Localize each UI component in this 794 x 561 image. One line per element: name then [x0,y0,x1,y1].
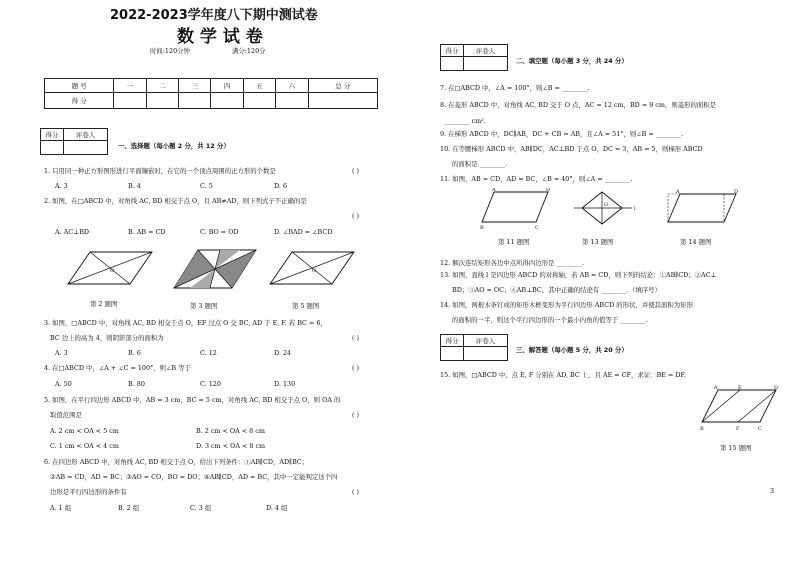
q5-option-b[interactable]: B. 2 cm < OA < 8 cm [196,427,265,435]
q6-option-d[interactable]: D. 4 组 [266,504,288,512]
svg-text:D: D [546,188,551,193]
q2-answer-paren[interactable]: ( ) [352,212,360,220]
grader-box-2 [440,44,508,71]
q3-option-c[interactable]: C. 12 [200,349,217,357]
grader-cell[interactable] [441,57,464,71]
svg-text:E: E [738,385,742,391]
figure-2-caption: 第 2 题图 [90,300,118,308]
svg-text:A: A [676,189,680,195]
grader-cell[interactable] [441,347,464,361]
score-table [44,78,378,109]
q4-option-a[interactable]: A. 50 [55,380,72,388]
svg-text:B: B [700,426,704,432]
q3-option-b[interactable]: B. 6 [128,349,141,357]
q9-stem: 9. 在梯形 ABCD 中，DC∥AB，DC + CB = AB，且∠A = 51°，则∠B = ________. [440,130,684,138]
figure-3-caption: 第 3 题图 [190,302,218,310]
q1-answer-paren[interactable]: ( ) [352,167,360,175]
q1-option-d[interactable]: D. 6 [274,182,288,190]
q3-answer-paren[interactable]: ( ) [352,334,360,342]
q5-stem-line1: 5. 如图，在平行四边形 ABCD 中，AB = 3 cm，BC = 5 cm，对角线 AC, BD 相交于点 O，则 OA 的 [44,396,341,404]
q6-option-a[interactable]: A. 1 组 [50,504,72,512]
figure-15-caption: 第 15 题图 [720,444,752,452]
q3-stem-line2: BC 边上的高为 4，则阴影部分的面积为 [50,334,164,342]
q4-option-d[interactable]: D. 130 [274,380,296,388]
figure-5-caption: 第 5 题图 [292,302,320,310]
q8-stem-line1: 8. 在菱形 ABCD 中，对角线 AC, BD 交于 O 点，AC = 12 cm，BD = 9 cm，则菱形的面积是 [440,101,717,109]
section-2-heading: 二、填空题（每小题 3 分，共 24 分） [516,57,628,65]
grader-box-3 [440,334,508,361]
q4-option-b[interactable]: B. 80 [128,380,145,388]
q5-option-d[interactable]: D. 3 cm < OA < 8 cm [196,442,266,450]
grader-score-label: 得分 [441,45,464,57]
figure-14-caption: 第 14 题图 [680,238,712,246]
figure-11-caption: 第 11 题图 [498,238,530,246]
q1-option-b[interactable]: B. 4 [128,182,141,190]
q6-stem-line3: 边形是平行四边形的条件有 [50,488,127,496]
svg-text:D: D [774,385,779,391]
q3-option-d[interactable]: D. 24 [274,349,292,357]
q8-stem-line2: ________ cm². [444,117,486,125]
svg-text:D: D [734,189,739,195]
grader-cell[interactable] [464,57,508,71]
score-cell[interactable] [114,93,146,109]
score-cell[interactable] [243,93,275,109]
grader-box-1 [40,128,108,155]
q2-option-a[interactable]: A. AC⊥BD [55,228,90,236]
score-header: 总 分 [308,79,377,93]
q1-option-c[interactable]: C. 5 [200,182,213,190]
q10-stem-line2: 的面积是 ________. [452,160,508,168]
score-cell[interactable] [308,93,377,109]
q14-stem-line1: 14. 如图，两根木条钉成的矩形木框变形为平行四边形 ABCD 的形状，并使其面积为矩形 [440,301,693,309]
figure-5-parallelogram [268,248,358,292]
grader-cell[interactable] [464,347,508,361]
score-row-label: 得 分 [45,93,114,109]
q13-stem-line1: 13. 如图，直线 l 是四边形 ABCD 的对称轴，若 AB = CD，则下列的结论：①AB∥CD；②AC⊥ [440,271,717,279]
q6-option-b[interactable]: B. 2 组 [118,504,140,512]
grader-label: 评卷人 [464,45,508,57]
q2-option-c[interactable]: C. BO = OD [200,228,239,236]
svg-text:F: F [736,426,740,432]
score-cell[interactable] [211,93,243,109]
exam-title: 2022-2023学年度八下期中测试卷 [110,8,318,23]
q13-stem-line2: BD；③AO = OC；④AB⊥BC，其中正确的结论有 ________.（填序号） [452,286,661,294]
q6-answer-paren[interactable]: ( ) [352,488,360,496]
score-header: 六 [276,79,308,93]
q4-answer-paren[interactable]: ( ) [352,364,360,372]
svg-text:B: B [480,225,484,230]
q4-option-c[interactable]: C. 120 [200,380,221,388]
svg-text:O: O [312,268,317,274]
q3-option-a[interactable]: A. 3 [55,349,68,357]
q15-stem: 15. 如图，□ABCD 中，点 E, F 分别在 AD, BC 上，且 AE = CF，求证：BE = DF. [440,371,686,379]
q5-stem-line2: 取值范围是 [50,411,82,419]
page-number-mark: 3 [770,487,775,495]
grader-score-label: 得分 [441,335,464,347]
svg-text:l: l [634,206,636,212]
q5-option-c[interactable]: C. 1 cm < OA < 4 cm [50,442,119,450]
full-score: 满分:120分 [232,47,266,55]
grader-label: 评卷人 [464,335,508,347]
svg-text:O: O [110,268,115,274]
grader-cell[interactable] [64,141,108,155]
grader-label: 评卷人 [64,129,108,141]
score-header: 四 [211,79,243,93]
svg-text:O: O [604,202,609,208]
q10-stem-line1: 10. 在等腰梯形 ABCD 中，AB∥DC，AC⊥BD 于点 O，DC = 3，AB = 5，则梯形 ABCD [440,145,703,153]
svg-text:C: C [758,426,762,432]
q6-option-c[interactable]: C. 3 组 [190,504,212,512]
svg-text:A: A [492,188,496,193]
q7-stem: 7. 在□ABCD 中，∠A = 100°，则∠B = ________. [440,84,590,92]
q5-option-a[interactable]: A. 2 cm < OA < 5 cm [50,427,119,435]
figure-13-kite [566,188,638,232]
q12-stem: 12. 顺次连结矩形各边中点所得四边形是 ________. [440,259,585,267]
section-3-heading: 三、解答题（每小题 5 分，共 20 分） [516,346,628,354]
grader-score-label: 得分 [41,129,64,141]
score-header: 题 号 [45,79,114,93]
score-cell[interactable] [276,93,308,109]
subject-title: 数 学 试 卷 [177,27,263,47]
q11-stem: 11. 如图，AB = CD，AD = BC，∠B = 40°，则∠A = ________. [440,175,633,183]
score-header: 五 [243,79,275,93]
figure-13-caption: 第 13 题图 [582,238,614,246]
q1-option-a[interactable]: A. 3 [55,182,68,190]
grader-cell[interactable] [41,141,64,155]
time-limit: 时间:120分钟 [150,47,190,55]
score-header: 二 [146,79,178,93]
figure-3-shaded-parallelogram [170,246,260,294]
q2-stem: 2. 如图，在□ABCD 中，对角线 AC, BD 相交于点 O，且 AB≠AD，则下列式子不正确的是 [44,197,307,205]
figure-14-rectangle-frame [664,188,740,232]
q2-option-d[interactable]: D. ∠BAD = ∠BCD [274,228,333,236]
q3-stem-line1: 3. 如图，□ABCD 中，对角线 AC, BD 相交于点 O，EF 过点 O 交 BC, AD 于 E, F. 若 BC = 6， [44,319,327,327]
q4-stem: 4. 在□ABCD 中，∠A + ∠C = 100°，则∠B 等于 [44,364,191,372]
score-header: 三 [179,79,211,93]
score-cell[interactable] [179,93,211,109]
q5-answer-paren[interactable]: ( ) [352,411,360,419]
q2-option-b[interactable]: B. AB = CD [128,228,166,236]
score-cell[interactable] [146,93,178,109]
figure-15-parallelogram [700,384,780,434]
svg-text:A: A [714,385,718,391]
figure-2-parallelogram [66,248,156,292]
score-header: 一 [114,79,146,93]
svg-text:C: C [535,225,539,230]
q6-stem-line2: ②AB = CD，AD = BC；③AO = CO，BO = DO；④AB∥CD，AD = BC，其中一定能判定这个四 [50,473,338,481]
q14-stem-line2: 的面积的一半，则这个平行四边形的一个最小内角的值等于 ________. [452,316,648,324]
section-1-heading: 一、选择题（每小题 2 分，共 12 分） [118,142,230,150]
q1-stem: 1. 只用同一种正方形图形进行平面镶嵌时，在它的一个顶点周围的正方形的个数是 [44,167,276,175]
q6-stem-line1: 6. 在四边形 ABCD 中，对角线 AC, BD 相交于点 O，给出下列条件：①AB∥CD，AD∥BC； [44,458,309,466]
figure-11-parallelogram [480,188,552,230]
